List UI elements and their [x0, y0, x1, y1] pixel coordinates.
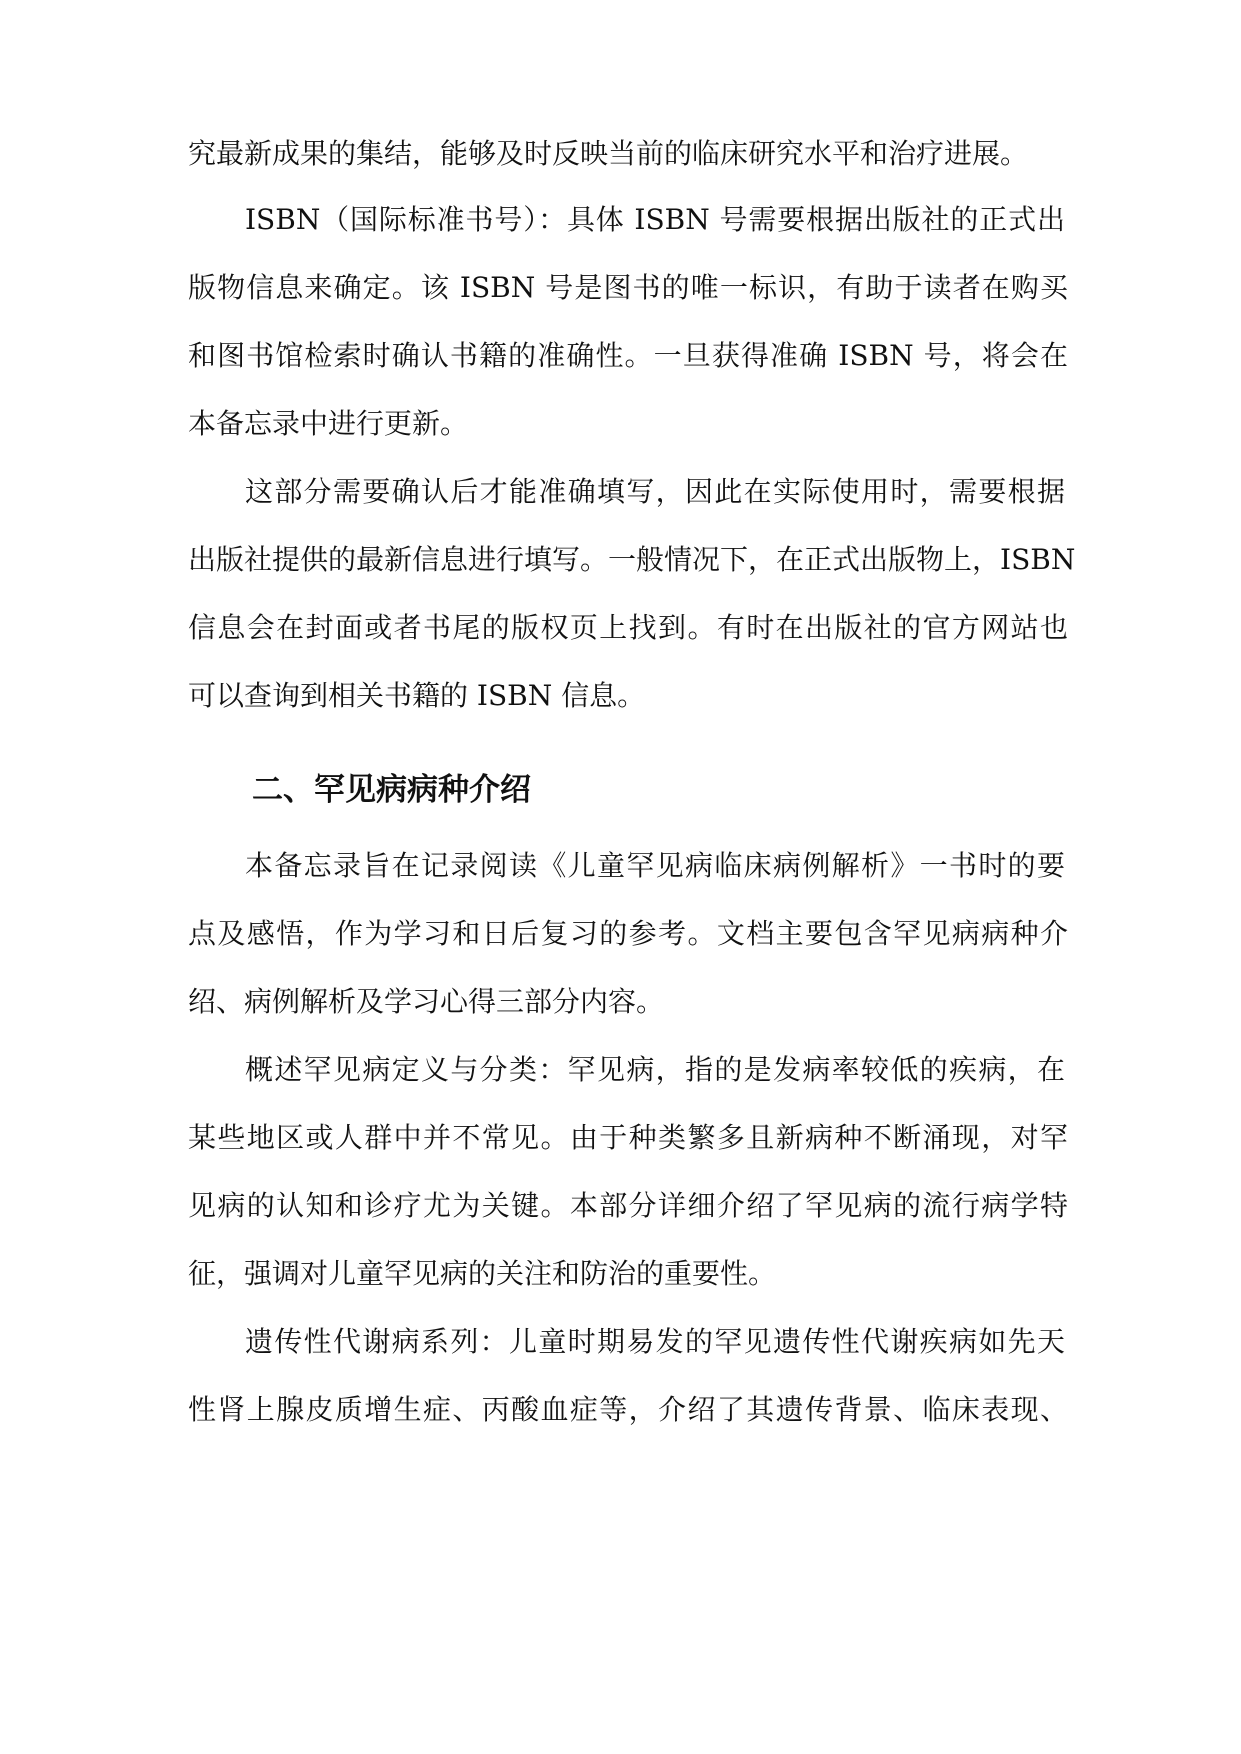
paragraph-line: 信息会在封面或者书尾的版权页上找到。有时在出版社的官方网站也	[188, 611, 1068, 644]
paragraph-line: 本备忘录旨在记录阅读《儿童罕见病临床病例解析》一书时的要	[245, 849, 1065, 882]
paragraph-line: 究最新成果的集结，能够及时反映当前的临床研究水平和治疗进展。	[188, 137, 1029, 170]
paragraph-line: 可以查询到相关书籍的 ISBN 信息。	[188, 679, 646, 712]
paragraph-line: 本备忘录中进行更新。	[188, 407, 469, 440]
paragraph-line: 性肾上腺皮质增生症、丙酸血症等，介绍了其遗传背景、临床表现、	[188, 1393, 1068, 1426]
paragraph-line: 出版社提供的最新信息进行填写。一般情况下，在正式出版物上，ISBN	[188, 543, 1076, 576]
paragraph-line: 点及感悟，作为学习和日后复习的参考。文档主要包含罕见病病种介	[188, 917, 1068, 950]
paragraph-line: 概述罕见病定义与分类：罕见病，指的是发病率较低的疾病，在	[245, 1053, 1065, 1086]
paragraph-line: 绍、病例解析及学习心得三部分内容。	[188, 985, 665, 1018]
paragraph-line: 和图书馆检索时确认书籍的准确性。一旦获得准确 ISBN 号，将会在	[188, 339, 1068, 372]
paragraph-line: 这部分需要确认后才能准确填写，因此在实际使用时，需要根据	[245, 475, 1065, 508]
paragraph-line: ISBN（国际标准书号）：具体 ISBN 号需要根据出版社的正式出	[245, 203, 1065, 236]
paragraph-line: 见病的认知和诊疗尤为关键。本部分详细介绍了罕见病的流行病学特	[188, 1189, 1068, 1222]
paragraph-line: 版物信息来确定。该 ISBN 号是图书的唯一标识，有助于读者在购买	[188, 271, 1068, 304]
paragraph-line: 征，强调对儿童罕见病的关注和防治的重要性。	[188, 1257, 777, 1290]
paragraph-line: 某些地区或人群中并不常见。由于种类繁多且新病种不断涌现，对罕	[188, 1121, 1068, 1154]
section-heading: 二、罕见病病种介绍	[252, 772, 531, 808]
paragraph-line: 遗传性代谢病系列：儿童时期易发的罕见遗传性代谢疾病如先天	[245, 1325, 1065, 1358]
